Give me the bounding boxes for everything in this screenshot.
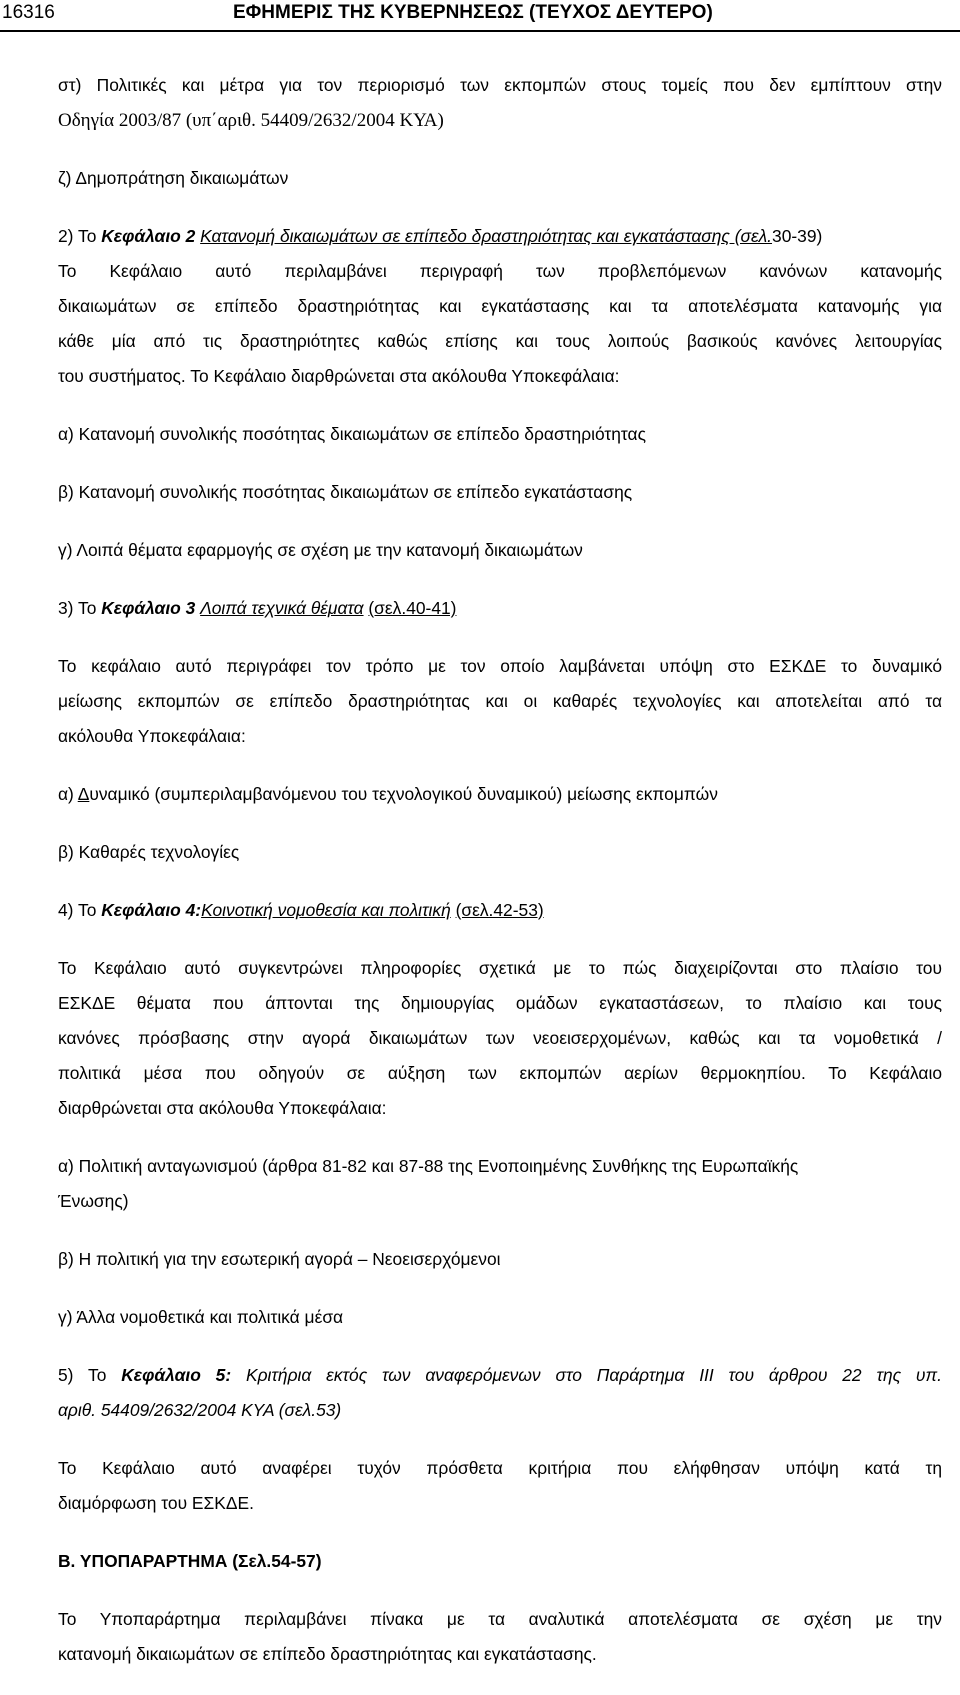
- gazette-title: ΕΦΗΜΕΡΙΣ ΤΗΣ ΚΥΒΕΡΝΗΣΕΩΣ (ΤΕΥΧΟΣ ΔΕΥΤΕΡΟ): [233, 2, 713, 23]
- chapter-pages: (σελ.40-41): [368, 598, 457, 618]
- text-line: β) Η πολιτική για την εσωτερική αγορά – Νεοεισερχόμενοι: [58, 1249, 501, 1269]
- list-item: [58, 1149, 942, 1219]
- chapter-title: αριθ. 54409/2632/2004 ΚΥΑ (σελ.53): [58, 1400, 342, 1420]
- text-line: διαμόρφωση του ΕΣΚΔΕ.: [58, 1493, 254, 1513]
- text-line: κανόνες πρόσβασης στην αγορά δικαιωμάτων των νεοεισερχομένων, καθώς και τα νομοθετικά /: [58, 1028, 942, 1048]
- list-item: [58, 161, 942, 196]
- list-item: [58, 1242, 942, 1277]
- chapter-3-heading: [58, 591, 942, 626]
- text-line: β) Κατανομή συνολικής ποσότητας δικαιωμάτων σε επίπεδο εγκατάστασης: [58, 482, 633, 502]
- chapter-label: Κεφάλαιο 3: [101, 598, 196, 618]
- text-line: Το Υποπαράρτημα περιλαμβάνει πίνακα με τα αναλυτικά αποτελέσματα σε σχέση με την: [58, 1609, 942, 1629]
- list-item: [58, 835, 942, 870]
- chapter-number: 4) Το: [58, 900, 102, 920]
- section-heading: [58, 1544, 942, 1579]
- chapter-title: Κοινοτική νομοθεσία και πολιτική: [201, 900, 451, 920]
- text-line: Το Κεφάλαιο αυτό συγκεντρώνει πληροφορίες σχετικά με το πώς διαχειρίζονται στο πλαίσιο του: [58, 958, 942, 978]
- chapter-pages: 30-39): [772, 226, 823, 246]
- list-item: [58, 68, 942, 138]
- section-b-title: Β. ΥΠΟΠΑΡΑΡΤΗΜΑ (Σελ.54-57): [58, 1551, 322, 1571]
- list-item: [58, 533, 942, 568]
- text-line: Το Κεφάλαιο αυτό αναφέρει τυχόν πρόσθετα κριτήρια που ελήφθησαν υπόψη κατά τη: [58, 1458, 942, 1478]
- text-line: του συστήματος. Το Κεφάλαιο διαρθρώνεται στα ακόλουθα Υποκεφάλαια:: [58, 366, 620, 386]
- item-text: υναμικό (συμπεριλαμβανόμενου του τεχνολογικού δυναμικού) μείωσης εκπομπών: [89, 784, 718, 804]
- chapter-pages: (σελ.42-53): [455, 900, 544, 920]
- text-line: γ) Άλλα νομοθετικά και πολιτικά μέσα: [58, 1307, 344, 1327]
- chapter-label: Κεφάλαιο 2: [101, 226, 196, 246]
- chapter-label: Κεφάλαιο 5:: [121, 1365, 232, 1385]
- chapter-number: 3) Το: [58, 598, 102, 618]
- chapter-4-heading: [58, 893, 942, 928]
- chapter-5-heading: [58, 1358, 942, 1428]
- text-line: πολιτικά μέσα που οδηγούν σε αύξηση των εκπομπών αερίων θερμοκηπίου. Το Κεφάλαιο: [58, 1063, 942, 1083]
- text-line: στ) Πολιτικές και μέτρα για τον περιορισμό των εκπομπών στους τομείς που δεν εμπίπτουν στην: [58, 75, 942, 95]
- text-line: Το κεφάλαιο αυτό περιγράφει τον τρόπο με τον οποίο λαμβάνεται υπόψη στο ΕΣΚΔΕ το δυναμικό: [58, 656, 942, 676]
- list-item: [58, 417, 942, 452]
- paragraph: [58, 1451, 942, 1521]
- text-line: γ) Λοιπά θέματα εφαρμογής σε σχέση με την κατανομή δικαιωμάτων: [58, 540, 583, 560]
- chapter-number: 5) Το: [58, 1365, 122, 1385]
- text-line: ακόλουθα Υποκεφάλαια:: [58, 726, 246, 746]
- paragraph: [58, 1602, 942, 1672]
- chapter-title: Κριτήρια εκτός των αναφερόμενων στο Παράρτημα ΙΙΙ του άρθρου 22 της υπ.: [246, 1365, 942, 1385]
- text-line: κάθε μία από τις δραστηριότητες καθώς επίσης και τους λοιπούς βασικούς κανόνες λειτουργίας: [58, 331, 942, 351]
- item-marker: α): [58, 784, 78, 804]
- underlined-letter: Δ: [77, 784, 90, 804]
- text-line: ΕΣΚΔΕ θέματα που άπτονται της δημιουργίας ομάδων εγκαταστάσεων, το πλαίσιο και τους: [58, 993, 942, 1013]
- text-line: μείωσης εκπομπών σε επίπεδο δραστηριότητας και οι καθαρές τεχνολογίες και αποτελείται από τα: [58, 691, 942, 711]
- text-line: Οδηγία 2003/87 (υπ΄αριθ. 54409/2632/2004 ΚΥΑ): [58, 110, 444, 131]
- page-header: [0, 0, 960, 32]
- list-item: [58, 475, 942, 510]
- text-line: Το Κεφάλαιο αυτό περιλαμβάνει περιγραφή των προβλεπόμενων κανόνων κατανομής: [58, 261, 942, 281]
- list-item: [58, 777, 942, 812]
- text-line: α) Πολιτική ανταγωνισμού (άρθρα 81-82 και 87-88 της Ενοποιημένης Συνθήκης της Ευρωπαϊκής: [58, 1156, 799, 1176]
- chapter-label: Κεφάλαιο 4:: [101, 900, 202, 920]
- paragraph: [58, 951, 942, 1126]
- chapter-number: 2) Το: [58, 226, 102, 246]
- text-line: β) Καθαρές τεχνολογίες: [58, 842, 240, 862]
- text-line: Ένωσης): [58, 1191, 129, 1211]
- document-body: [58, 68, 942, 1695]
- paragraph: [58, 649, 942, 754]
- text-line: διαρθρώνεται στα ακόλουθα Υποκεφάλαια:: [58, 1098, 387, 1118]
- chapter-title: Κατανομή δικαιωμάτων σε επίπεδο δραστηριότητας και εγκατάστασης (σελ.: [200, 226, 773, 246]
- list-item: [58, 1300, 942, 1335]
- text-line: α) Κατανομή συνολικής ποσότητας δικαιωμάτων σε επίπεδο δραστηριότητας: [58, 424, 646, 444]
- text-line: ζ) Δημοπράτηση δικαιωμάτων: [58, 168, 289, 188]
- text-line: δικαιωμάτων σε επίπεδο δραστηριότητας και εγκατάστασης και τα αποτελέσματα κατανομής για: [58, 296, 942, 316]
- text-line: κατανομή δικαιωμάτων σε επίπεδο δραστηριότητας και εγκατάστασης.: [58, 1644, 597, 1664]
- page-number: 16316: [2, 2, 55, 23]
- paragraph: [58, 254, 942, 394]
- chapter-2-heading: [58, 219, 942, 254]
- chapter-title: Λοιπά τεχνικά θέματα: [200, 598, 364, 618]
